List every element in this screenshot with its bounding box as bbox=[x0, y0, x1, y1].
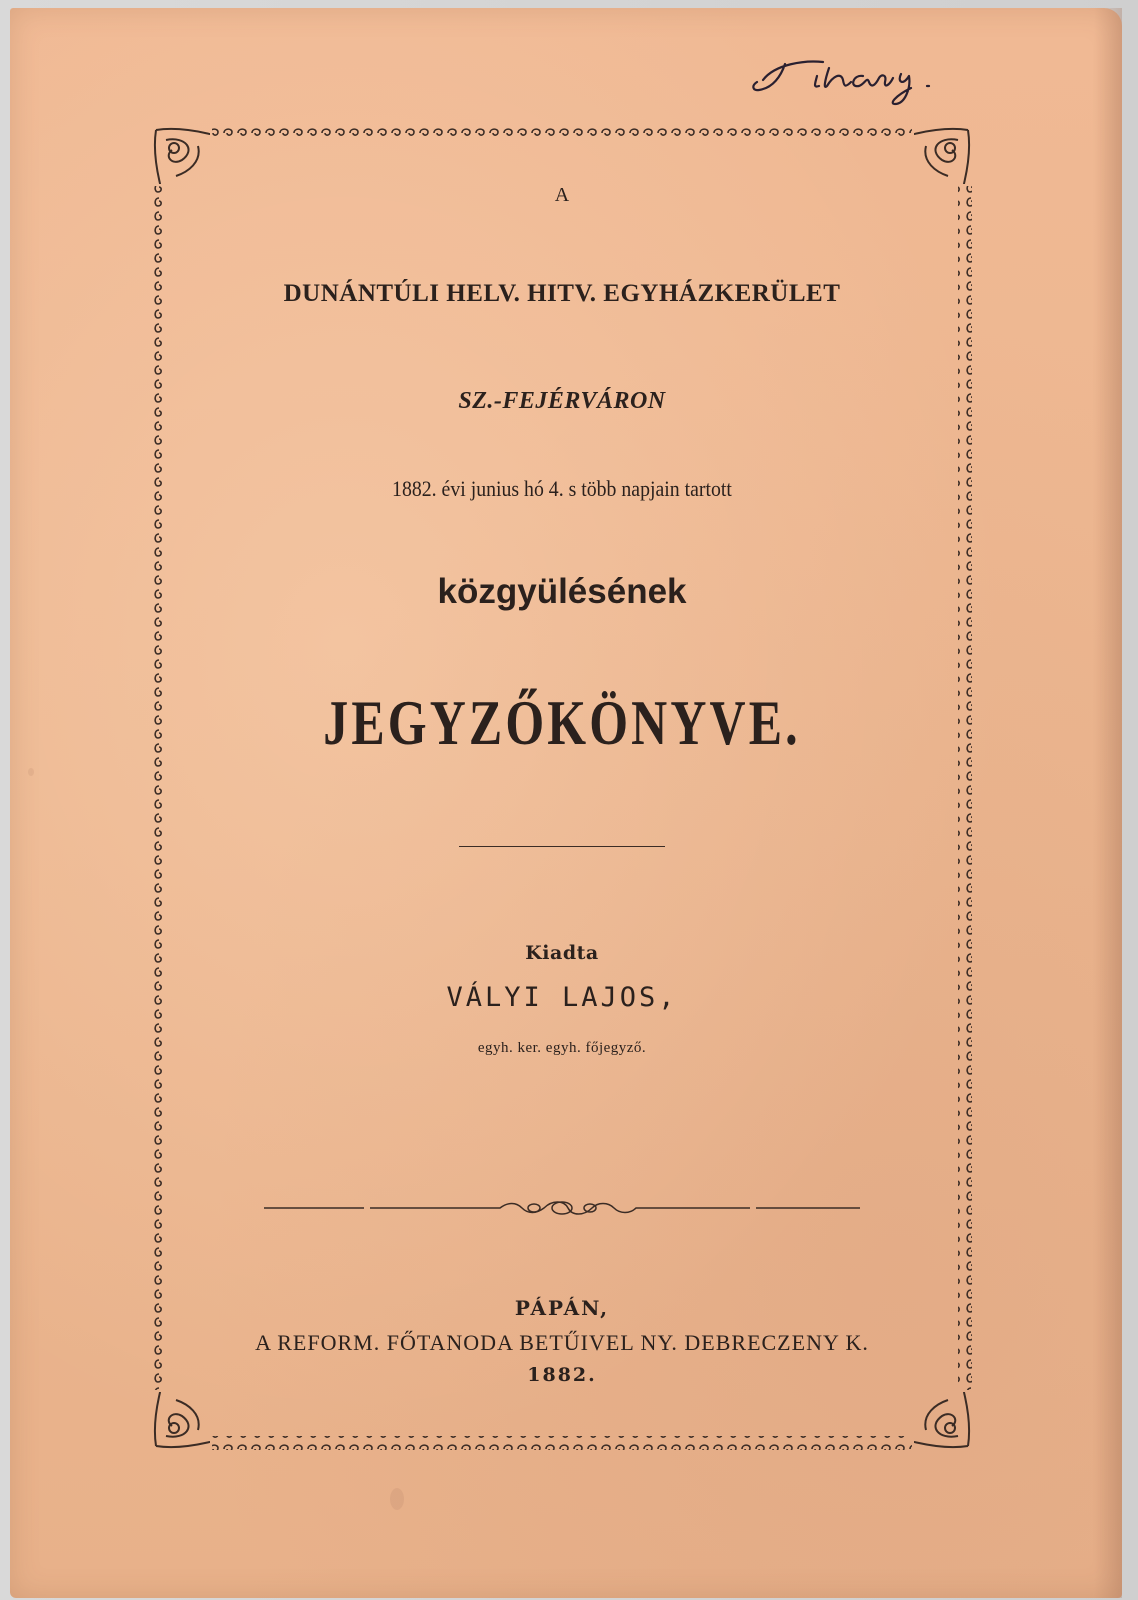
paper-stain bbox=[28, 768, 34, 776]
printer-line: A REFORM. FŐTANODA BETŰIVEL NY. DEBRECZENY K. bbox=[255, 1330, 869, 1355]
main-title: JEGYZŐKÖNYVE. bbox=[323, 687, 801, 758]
date-line: 1882. évi junius hó 4. s több napjain tartott bbox=[392, 476, 732, 501]
year-line: 1882. bbox=[527, 1364, 597, 1386]
title-page-content bbox=[152, 126, 972, 1450]
article-line: A bbox=[554, 184, 570, 206]
place-line: SZ.-FEJÉRVÁRON bbox=[458, 388, 666, 414]
district-heading: DUNÁNTÚLI HELV. HITV. EGYHÁZKERÜLET bbox=[283, 280, 841, 307]
publisher-label: Kiadta bbox=[525, 942, 599, 964]
handwritten-note bbox=[745, 46, 945, 106]
divider-rule bbox=[459, 846, 665, 847]
assembly-line: közgyülésének bbox=[437, 572, 687, 611]
editor-name: VÁLYI LAJOS, bbox=[446, 982, 678, 1013]
page-edge-shadow bbox=[1094, 8, 1122, 1598]
editor-role: egyh. ker. egyh. főjegyző. bbox=[477, 1040, 647, 1056]
paper-stain bbox=[390, 1488, 404, 1510]
ornamental-divider bbox=[264, 1196, 860, 1220]
city-line: PÁPÁN, bbox=[514, 1296, 610, 1320]
